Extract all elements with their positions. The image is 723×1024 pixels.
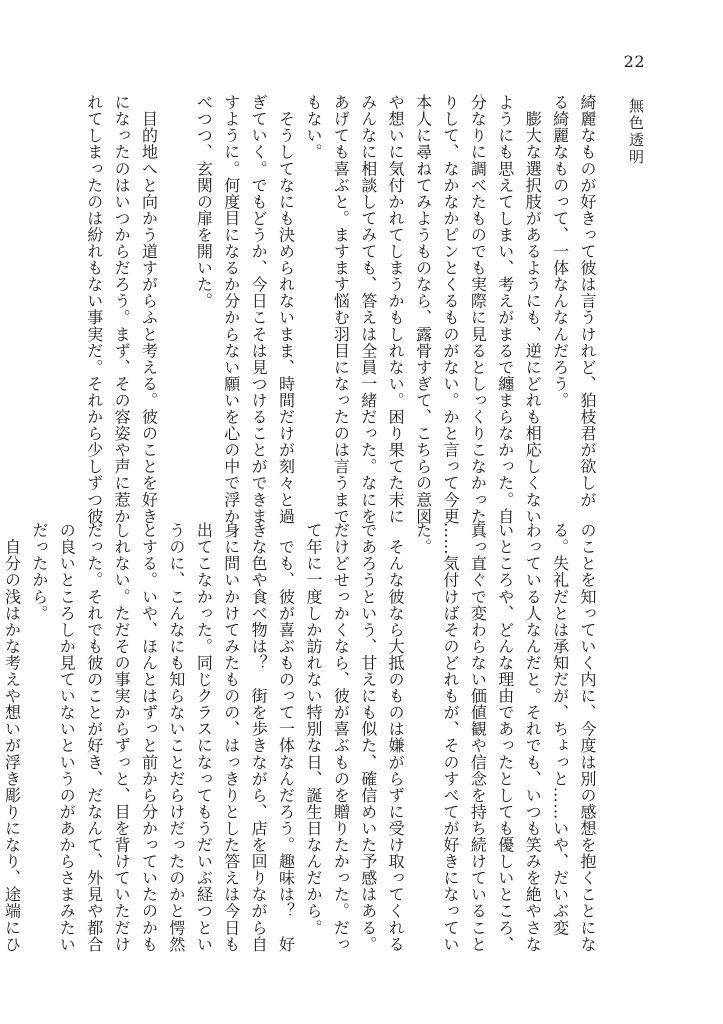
text-line: だった。それでも彼のことが好き、だなんて、外見や都合 xyxy=(84,522,104,953)
text-line: そうしてなにも決められないまま、時間だけが刻々と過 xyxy=(276,94,296,525)
running-title: 無色透明 xyxy=(627,98,645,166)
text-block-upper xyxy=(41,94,601,525)
text-line: 分なりに調べたものでも実際に見るとしっくりこなかった xyxy=(468,94,488,525)
text-line: れてしまったのは紛れもない事実だ。それから少しずつ彼 xyxy=(84,94,104,525)
text-line: 真っ直ぐで変わらない価値観や信念を持ち続けていること xyxy=(468,522,488,953)
text-line: もない。 xyxy=(303,94,323,161)
text-line: 身に問いかけてみたものの、はっきりとした答えは今日も xyxy=(221,522,241,953)
text-line: わっている人なんだと。それでも、いつも笑みを絶やさな xyxy=(523,522,543,953)
text-line: しれない。ただその事実からずっと、目を背けていただけ xyxy=(112,522,132,953)
text-line: だったから。 xyxy=(29,522,49,622)
text-line: や想いに気付かれてしまうかもしれない。困り果てた末に xyxy=(386,94,406,525)
text-line: でも、彼が喜ぶものって一体なんだろう。趣味は？ 好 xyxy=(276,522,296,953)
text-line: 綺麗なものが好きって彼は言うけれど、狛枝君が欲しが xyxy=(578,94,597,508)
text-line: る。失礼だとは承知だが、ちょっと……いや、だいぶ変 xyxy=(550,522,570,936)
text-line: 自分の浅はかな考えや想いが浮き彫りになり、途端にひ xyxy=(2,522,22,953)
text-line: であろうという、甘えにも似た、確信めいた予感はある。 xyxy=(358,522,378,953)
page-number: 22 xyxy=(623,52,645,71)
text-line: ぎていく。でもどうか、今日こそは見つけることができま xyxy=(249,94,269,525)
text-line: あげても喜ぶと。ますます悩む羽目になったのは言うまで xyxy=(331,94,351,525)
text-line: の良いところしか見ていないというのがあからさまみたい xyxy=(57,522,77,953)
text-line: すように。何度目になるか分からない願いを心の中で浮か xyxy=(221,94,241,525)
text-line: のことを知っていく内に、今度は別の感想を抱くことにな xyxy=(578,522,597,953)
text-line: 膨大な選択肢があるようにも、逆にどれも相応しくない xyxy=(523,94,543,525)
text-line: とする。いや、ほんとはずっと前から分かっていたのかも xyxy=(139,522,159,953)
text-line: 出てこなかった。同じクラスになってもうだいぶ経つとい xyxy=(194,522,214,953)
text-line: 目的地へと向かう道すがらふと考える。彼のことを好き xyxy=(139,94,159,525)
text-line: きな色や食べ物は？ 街を歩きながら、店を回りながら自 xyxy=(249,522,269,953)
text-line: だけどせっかくなら、彼が喜ぶものを贈りたかった。だっ xyxy=(331,522,351,953)
text-line xyxy=(163,94,190,490)
text-line: ……気付けばそのどれもが、そのすべてが好きになってい xyxy=(440,522,460,953)
text-line: た。 xyxy=(413,522,433,556)
text-line: になったのはいつからだろう。まず、その容姿や声に惹か xyxy=(112,94,132,525)
text-line: べつつ、玄関の扉を開いた。 xyxy=(194,94,214,310)
text-line: 本人に尋ねてみようものなら、露骨すぎて、こちらの意図 xyxy=(413,94,433,525)
text-line: ようにも思えてしまい、考えがまるで纏まらなかった。自 xyxy=(495,94,515,525)
text-line: りして、なかなかピンとくるものがない。かと言って今更 xyxy=(440,94,460,525)
text-line: みんなに相談してみても、答えは全員一緒だった。なにを xyxy=(358,94,378,525)
text-block-lower xyxy=(2,522,601,953)
text-line: る綺麗なものって、一体なんなんだろう。 xyxy=(550,94,570,409)
text-line: て年に一度しか訪れない特別な日、誕生日なんだから。 xyxy=(303,522,323,936)
text-line: うのに、こんなにも知らないことだらけだったのかと愕然 xyxy=(166,522,186,953)
text-line: いところや、どんな理由であったとしても優しいところ、 xyxy=(495,522,515,953)
text-line: そんな彼なら大抵のものは嫌がらずに受け取ってくれる xyxy=(386,522,406,953)
